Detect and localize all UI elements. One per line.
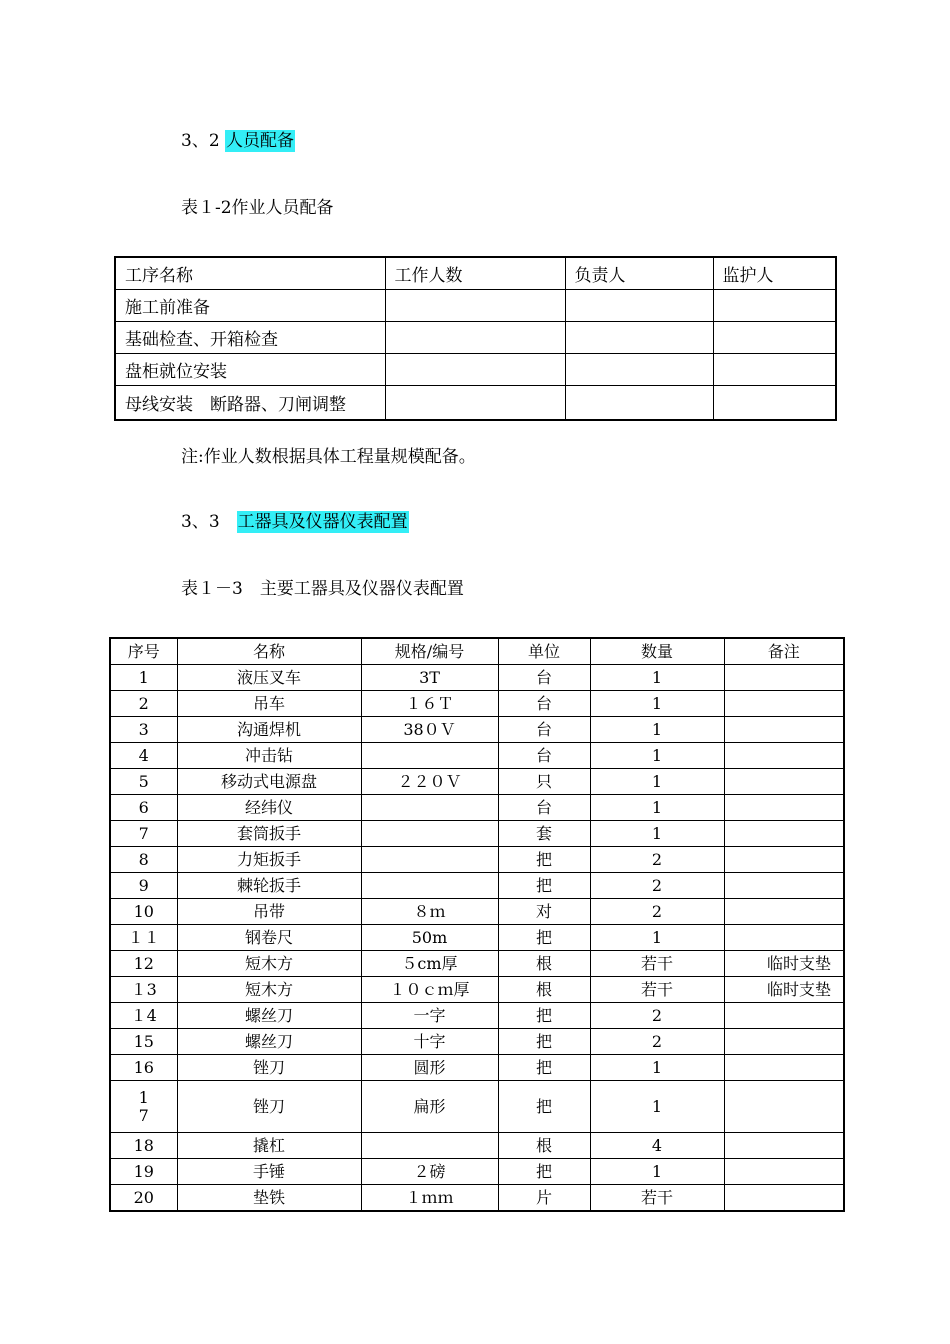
table-cell: 18: [110, 1133, 177, 1159]
table-cell: [724, 665, 844, 691]
table-cell: 把: [498, 1159, 590, 1185]
table-cell: [361, 743, 498, 769]
table-cell: [724, 1055, 844, 1081]
table-cell: 把: [498, 1029, 590, 1055]
table-cell: [565, 354, 713, 386]
table-cell: 只: [498, 769, 590, 795]
table-cell: 短木方: [177, 977, 361, 1003]
table-cell: 12: [110, 951, 177, 977]
table-row: [110, 1185, 844, 1212]
table-cell: 1: [590, 821, 724, 847]
table-cell: 1: [590, 665, 724, 691]
table-cell: 扁形: [361, 1081, 498, 1133]
table-row: [110, 691, 844, 717]
table-cell: 撬杠: [177, 1133, 361, 1159]
table-cell: 4: [590, 1133, 724, 1159]
table-cell: 根: [498, 1133, 590, 1159]
section-number: 3、2: [181, 131, 226, 151]
table-cell: 50m: [361, 925, 498, 951]
table-row: [110, 847, 844, 873]
table-cell: １０ｃｍ厚: [361, 977, 498, 1003]
table-cell: [724, 925, 844, 951]
table-cell: 7: [110, 821, 177, 847]
table-cell: 临时支垫: [724, 951, 844, 977]
table-cell: 把: [498, 1081, 590, 1133]
table-cell: [385, 386, 565, 421]
table-row: [110, 795, 844, 821]
table-cell: [361, 1133, 498, 1159]
table-cell: 把: [498, 925, 590, 951]
table-cell: [713, 290, 836, 322]
table-cell: 吊车: [177, 691, 361, 717]
table-cell: 1: [590, 1159, 724, 1185]
table-cell: 2: [590, 1003, 724, 1029]
table-cell: 若干: [590, 1185, 724, 1212]
table-row: [115, 354, 836, 386]
table-cell: [724, 769, 844, 795]
table-row: [110, 769, 844, 795]
table-cell: 套: [498, 821, 590, 847]
table-cell: [713, 386, 836, 421]
table-cell: 基础检查、开箱检查: [115, 322, 385, 354]
table2-caption: 表１－3 主要工器具及仪器仪表配置: [181, 579, 464, 599]
table-row: [110, 743, 844, 769]
table-cell: 液压叉车: [177, 665, 361, 691]
table-cell: [724, 899, 844, 925]
table-cell: 1: [110, 665, 177, 691]
table-row: [110, 821, 844, 847]
table-cell: 短木方: [177, 951, 361, 977]
table-cell: 把: [498, 847, 590, 873]
table-cell: 临时支垫: [724, 977, 844, 1003]
table-cell: 2: [590, 847, 724, 873]
header-cell: 名称: [177, 638, 361, 665]
table-cell: [724, 1133, 844, 1159]
header-cell: 备注: [724, 638, 844, 665]
table-cell: 20: [110, 1185, 177, 1212]
table-cell: 3: [110, 717, 177, 743]
table-row: [110, 925, 844, 951]
table-cell: ２磅: [361, 1159, 498, 1185]
table-cell: [724, 1029, 844, 1055]
section-title: 人员配备: [226, 131, 295, 151]
table-row: [110, 899, 844, 925]
table-cell: ８ｍ: [361, 899, 498, 925]
tools-table: [109, 637, 845, 1212]
table-cell: 6: [110, 795, 177, 821]
personnel-table: [114, 256, 837, 421]
table-cell: 2: [590, 899, 724, 925]
table-cell: [724, 1185, 844, 1212]
table-cell: 十字: [361, 1029, 498, 1055]
table-cell: 1: [590, 795, 724, 821]
table-cell: 力矩扳手: [177, 847, 361, 873]
section-3-3-heading: [181, 507, 409, 532]
table-cell: [361, 795, 498, 821]
table-row: [115, 290, 836, 322]
table-cell: [385, 290, 565, 322]
table-cell: 把: [498, 1003, 590, 1029]
header-cell: 监护人: [713, 257, 836, 290]
table-cell: 根: [498, 977, 590, 1003]
table-cell: 台: [498, 665, 590, 691]
table-row: [110, 1133, 844, 1159]
header-cell: 序号: [110, 638, 177, 665]
table-cell: 2: [110, 691, 177, 717]
table-row: [110, 1055, 844, 1081]
table-cell: 1: [590, 717, 724, 743]
table-cell: 5: [110, 769, 177, 795]
table-row: [110, 1081, 844, 1133]
header-cell: 规格/编号: [361, 638, 498, 665]
header-cell: 工序名称: [115, 257, 385, 290]
table-cell: 螺丝刀: [177, 1003, 361, 1029]
table-cell: 把: [498, 873, 590, 899]
table-cell: [724, 847, 844, 873]
table-cell: 棘轮扳手: [177, 873, 361, 899]
table-cell: 圆形: [361, 1055, 498, 1081]
header-cell: 数量: [590, 638, 724, 665]
table-cell: ５cm厚: [361, 951, 498, 977]
table-cell: 根: [498, 951, 590, 977]
table-cell: 4: [110, 743, 177, 769]
table-cell: [713, 354, 836, 386]
table-cell: 对: [498, 899, 590, 925]
table-cell: [565, 322, 713, 354]
table-cell: 移动式电源盘: [177, 769, 361, 795]
table-cell: 16: [110, 1055, 177, 1081]
section-number: 3、3: [181, 512, 237, 532]
table-row: [110, 873, 844, 899]
table-cell: [361, 821, 498, 847]
table-cell: 冲击钻: [177, 743, 361, 769]
table-cell: 1 7: [110, 1081, 177, 1133]
table-cell: 锉刀: [177, 1081, 361, 1133]
section-3-2-heading: [181, 126, 295, 151]
header-cell: 工作人数: [385, 257, 565, 290]
table-cell: 台: [498, 717, 590, 743]
table-cell: 2: [590, 1029, 724, 1055]
table-cell: 盘柜就位安装: [115, 354, 385, 386]
table-cell: 螺丝刀: [177, 1029, 361, 1055]
table-cell: [361, 873, 498, 899]
table-cell: 2: [590, 873, 724, 899]
table-row: [115, 322, 836, 354]
table-cell: 1: [590, 925, 724, 951]
table-header-row: [110, 638, 844, 665]
table-cell: 把: [498, 1055, 590, 1081]
table-cell: [724, 1159, 844, 1185]
table-cell: 一字: [361, 1003, 498, 1029]
table-cell: [565, 386, 713, 421]
table-cell: 38０Ｖ: [361, 717, 498, 743]
table-cell: 1: [590, 691, 724, 717]
table-row: [110, 1159, 844, 1185]
table-cell: １ｍｍ: [361, 1185, 498, 1212]
table-cell: 19: [110, 1159, 177, 1185]
table-cell: 台: [498, 795, 590, 821]
table-cell: [361, 847, 498, 873]
table-cell: 若干: [590, 951, 724, 977]
table-cell: 施工前准备: [115, 290, 385, 322]
table-cell: 8: [110, 847, 177, 873]
table-row: [115, 386, 836, 421]
table-cell: [385, 354, 565, 386]
table-cell: 台: [498, 743, 590, 769]
table-cell: [724, 1081, 844, 1133]
table1-caption: 表１-2作业人员配备: [181, 198, 334, 218]
table-cell: [724, 717, 844, 743]
table-cell: 吊带: [177, 899, 361, 925]
table-cell: 3T: [361, 665, 498, 691]
table-cell: 片: [498, 1185, 590, 1212]
table-cell: 1: [590, 743, 724, 769]
table-cell: 10: [110, 899, 177, 925]
table-cell: [724, 821, 844, 847]
table-cell: 钢卷尺: [177, 925, 361, 951]
table-cell: [385, 322, 565, 354]
table-cell: [565, 290, 713, 322]
table-cell: 若干: [590, 977, 724, 1003]
table-row: [110, 1003, 844, 1029]
table-cell: 经纬仪: [177, 795, 361, 821]
table-cell: 垫铁: [177, 1185, 361, 1212]
table-cell: 台: [498, 691, 590, 717]
table-header-row: [115, 257, 836, 290]
table-cell: 1: [590, 1081, 724, 1133]
table-cell: 母线安装 断路器、刀闸调整: [115, 386, 385, 421]
table-cell: [724, 1003, 844, 1029]
table-cell: [724, 743, 844, 769]
table-cell: [713, 322, 836, 354]
header-cell: 负责人: [565, 257, 713, 290]
table-cell: 沟通焊机: [177, 717, 361, 743]
table-cell: １4: [110, 1003, 177, 1029]
table-cell: 锉刀: [177, 1055, 361, 1081]
table-cell: 15: [110, 1029, 177, 1055]
table-row: [110, 665, 844, 691]
table-row: [110, 977, 844, 1003]
table-row: [110, 1029, 844, 1055]
table-cell: 1: [590, 769, 724, 795]
table-cell: ２２０Ｖ: [361, 769, 498, 795]
table-cell: 9: [110, 873, 177, 899]
section-title: 工器具及仪器仪表配置: [237, 512, 408, 532]
table-row: [110, 717, 844, 743]
table-cell: １3: [110, 977, 177, 1003]
table-cell: [724, 873, 844, 899]
header-cell: 单位: [498, 638, 590, 665]
table-cell: 1: [590, 1055, 724, 1081]
table1-note: 注:作业人数根据具体工程量规模配备。: [181, 447, 476, 467]
table-cell: 手锤: [177, 1159, 361, 1185]
table-cell: [724, 795, 844, 821]
table-row: [110, 951, 844, 977]
table-cell: １１: [110, 925, 177, 951]
table-cell: 套筒扳手: [177, 821, 361, 847]
table-cell: １６Ｔ: [361, 691, 498, 717]
table-cell: [724, 691, 844, 717]
